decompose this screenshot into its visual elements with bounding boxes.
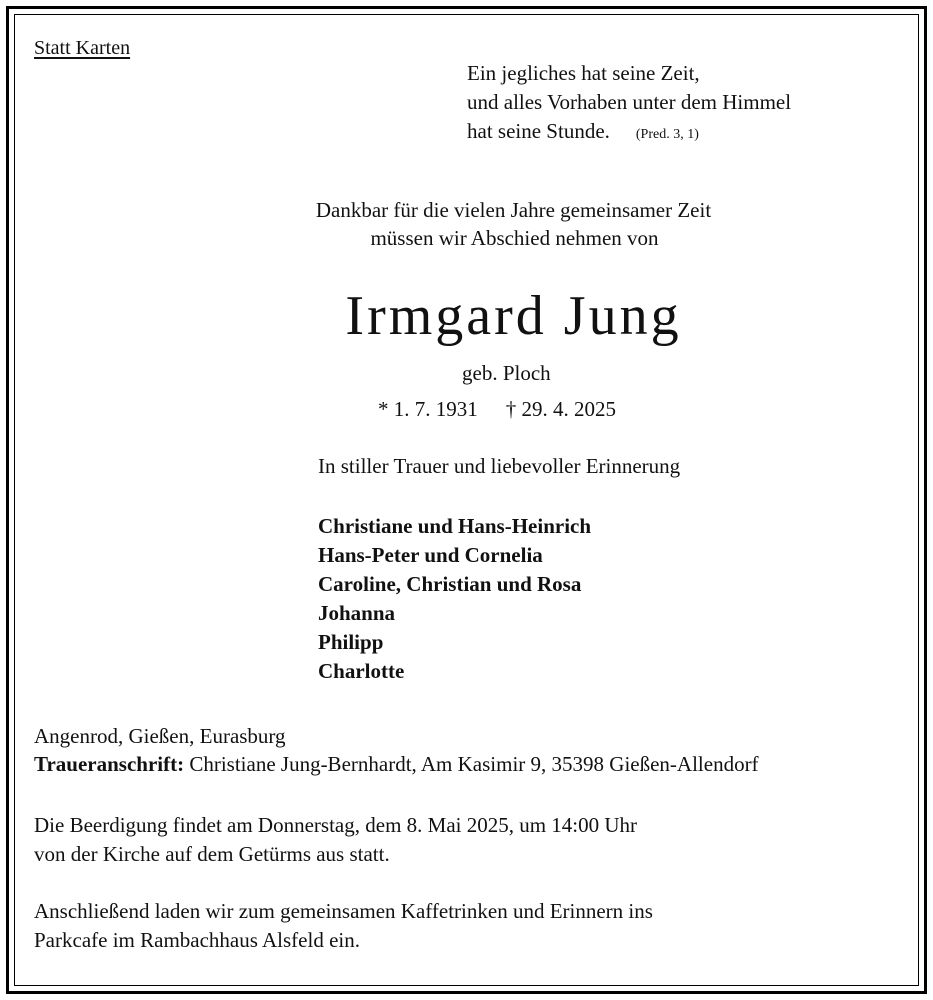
address-value: Christiane Jung-Bernhardt, Am Kasimir 9, 35398 Gießen-Allendorf bbox=[189, 752, 759, 776]
coffee-line-2: Parkcafe im Rambachhaus Alsfeld ein. bbox=[34, 928, 360, 952]
maiden-name: geb. Ploch bbox=[462, 361, 551, 385]
mourning-address bbox=[34, 752, 759, 777]
funeral-line-1: Die Beerdigung findet am Donnerstag, dem 8. Mai 2025, um 14:00 Uhr bbox=[34, 813, 638, 837]
verse-reference: (Pred. 3, 1) bbox=[635, 127, 699, 142]
places: Angenrod, Gießen, Eurasburg bbox=[34, 724, 286, 748]
address-label: Traueranschrift: bbox=[34, 752, 185, 776]
statt-karten-heading: Statt Karten bbox=[34, 37, 131, 59]
verse-line-3 bbox=[467, 117, 791, 149]
deceased-name: Irmgard Jung bbox=[345, 285, 682, 347]
death-date: † 29. 4. 2025 bbox=[505, 397, 616, 421]
intro-line-2: müssen wir Abschied nehmen von bbox=[370, 226, 659, 250]
family-member: Philipp bbox=[318, 630, 384, 654]
family-member: Christiane und Hans-Heinrich bbox=[318, 514, 592, 538]
coffee-invitation bbox=[34, 897, 653, 955]
family-member: Johanna bbox=[318, 601, 396, 625]
verse-line-1: Ein jegliches hat seine Zeit, bbox=[467, 61, 700, 85]
family-member: Charlotte bbox=[318, 659, 405, 683]
family-member: Hans-Peter und Cornelia bbox=[318, 543, 543, 567]
mourning-line: In stiller Trauer und liebevoller Erinnerung bbox=[318, 454, 681, 478]
verse-line-3-text: hat seine Stunde. bbox=[467, 119, 610, 143]
verse-line-2: und alles Vorhaben unter dem Himmel bbox=[467, 90, 792, 114]
intro-line-1: Dankbar für die vielen Jahre gemeinsamer Zeit bbox=[315, 198, 712, 222]
coffee-line-1: Anschließend laden wir zum gemeinsamen Kaffetrinken und Erinnern ins bbox=[34, 899, 653, 923]
family-member: Caroline, Christian und Rosa bbox=[318, 572, 582, 596]
intro-text bbox=[0, 196, 933, 252]
birth-date: * 1. 7. 1931 bbox=[378, 397, 478, 421]
funeral-info bbox=[34, 811, 637, 869]
bible-verse bbox=[467, 59, 791, 149]
life-dates bbox=[378, 397, 616, 422]
funeral-line-2: von der Kirche auf dem Getürms aus statt. bbox=[34, 842, 390, 866]
family-list bbox=[318, 512, 591, 686]
